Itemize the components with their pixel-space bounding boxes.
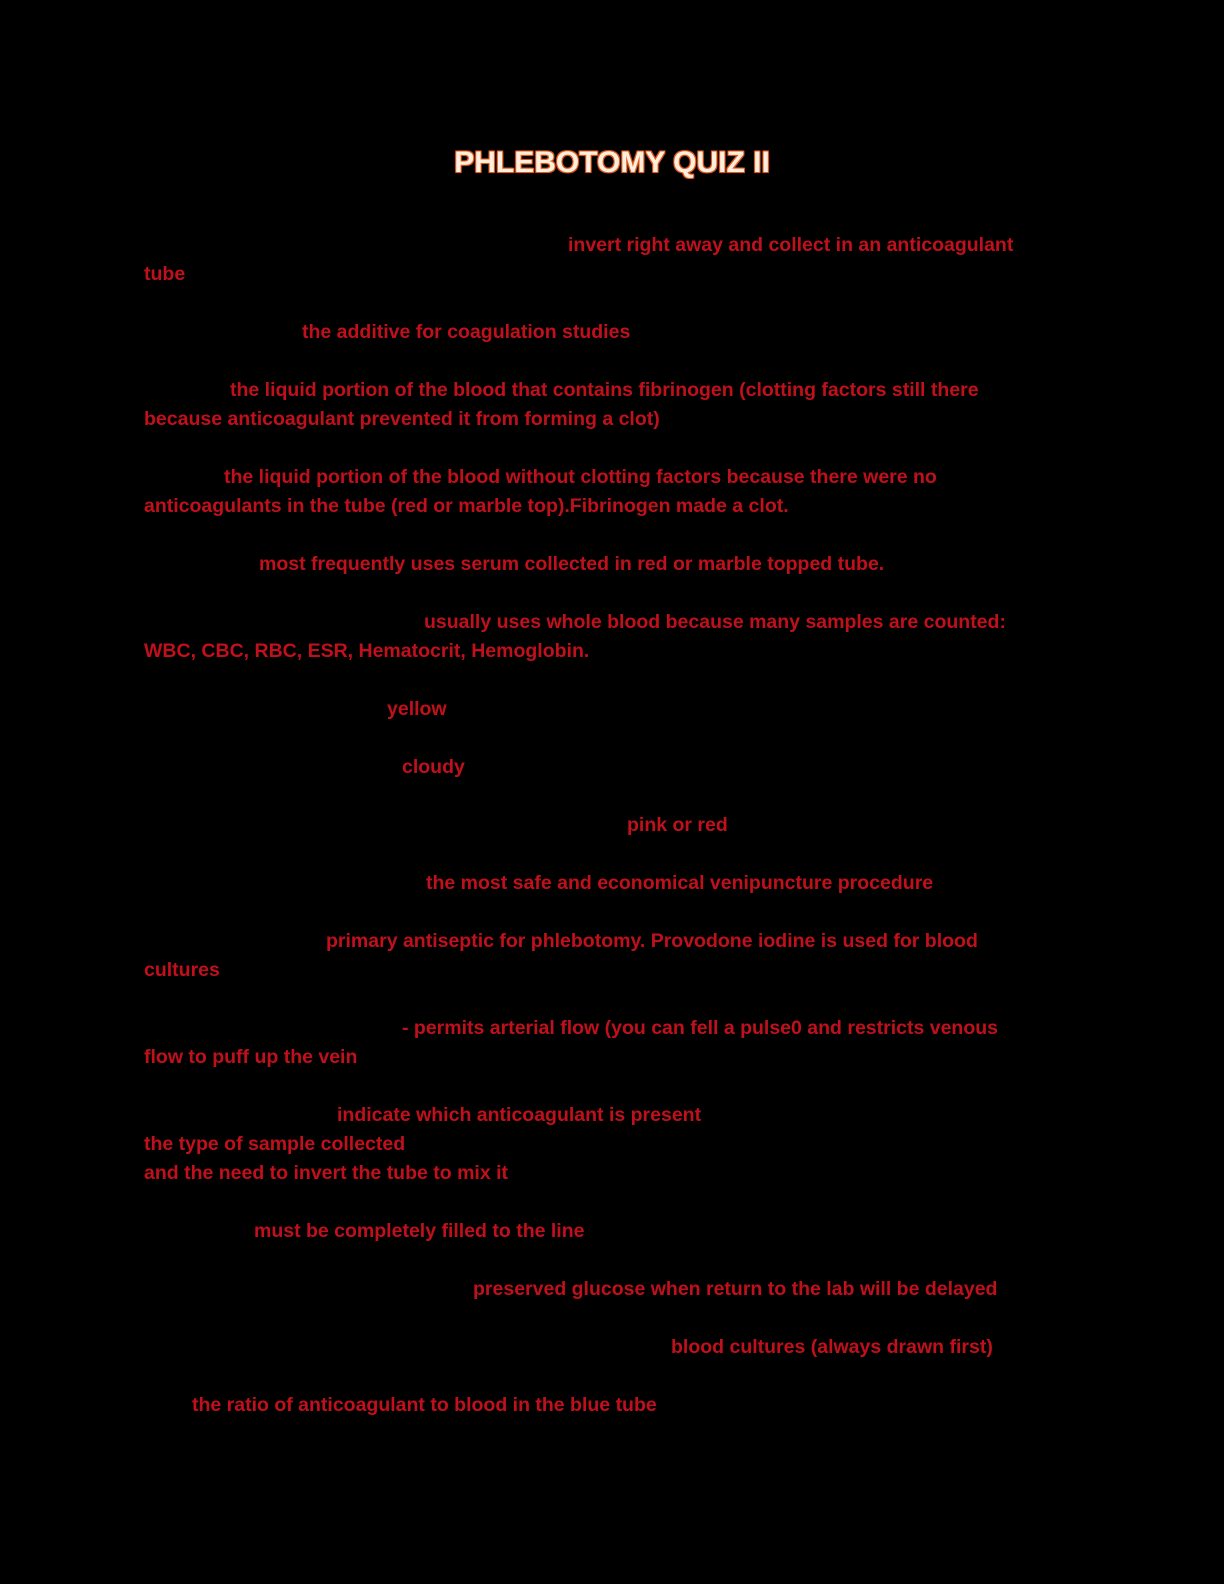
answer-line: primary antiseptic for phlebotomy. Provodone iodine is used for blood bbox=[326, 930, 978, 952]
answer-item bbox=[144, 1101, 1056, 1188]
answer-item bbox=[144, 927, 1056, 985]
answer-line: the liquid portion of the blood without clotting factors because there were no bbox=[224, 466, 937, 488]
answer-line: the ratio of anticoagulant to blood in the blue tube bbox=[192, 1394, 657, 1416]
answer-line: the liquid portion of the blood that contains fibrinogen (clotting factors still there bbox=[230, 379, 979, 401]
answer-item bbox=[144, 376, 1056, 434]
answer-line: because anticoagulant prevented it from forming a clot) bbox=[144, 408, 660, 430]
answer-item bbox=[144, 463, 1056, 521]
answer-line: yellow bbox=[387, 698, 447, 720]
answer-line: - permits arterial flow (you can fell a pulse0 and restricts venous bbox=[402, 1017, 999, 1039]
page-title: PHLEBOTOMY QUIZ II bbox=[454, 146, 770, 179]
answer-item bbox=[144, 318, 1056, 347]
answer-item bbox=[144, 869, 1056, 898]
answer-item bbox=[144, 231, 1056, 289]
answer-item bbox=[144, 1333, 1056, 1362]
answer-line: anticoagulants in the tube (red or marble top).Fibrinogen made a clot. bbox=[144, 495, 789, 517]
answer-line: indicate which anticoagulant is present bbox=[337, 1104, 702, 1126]
answer-line: blood cultures (always drawn first) bbox=[671, 1336, 993, 1358]
answer-line: the most safe and economical venipuncture procedure bbox=[426, 872, 934, 894]
answer-line: preserved glucose when return to the lab will be delayed bbox=[473, 1278, 998, 1300]
answer-item bbox=[144, 1014, 1056, 1072]
answer-line: most frequently uses serum collected in red or marble topped tube. bbox=[259, 553, 885, 575]
answer-item bbox=[144, 1391, 1056, 1420]
answer-line: cloudy bbox=[402, 756, 465, 778]
answer-line: pink or red bbox=[627, 814, 728, 836]
answer-line: must be completely filled to the line bbox=[254, 1220, 585, 1242]
answer-line: invert right away and collect in an anticoagulant bbox=[568, 234, 1014, 256]
answer-line: usually uses whole blood because many samples are counted: bbox=[424, 611, 1006, 633]
answer-list bbox=[144, 231, 1056, 1449]
answer-item bbox=[144, 1275, 1056, 1304]
answer-line: the type of sample collected bbox=[144, 1133, 406, 1155]
answer-item bbox=[144, 695, 1056, 724]
answer-line: cultures bbox=[144, 959, 220, 981]
answer-line: flow to puff up the vein bbox=[144, 1046, 358, 1068]
answer-line: the additive for coagulation studies bbox=[302, 321, 631, 343]
answer-line: and the need to invert the tube to mix it bbox=[144, 1162, 509, 1184]
answer-item bbox=[144, 1217, 1056, 1246]
answer-item bbox=[144, 811, 1056, 840]
answer-line: tube bbox=[144, 263, 186, 285]
answer-line: WBC, CBC, RBC, ESR, Hematocrit, Hemoglobin. bbox=[144, 640, 590, 662]
answer-item bbox=[144, 753, 1056, 782]
answer-item bbox=[144, 550, 1056, 579]
answer-item bbox=[144, 608, 1056, 666]
